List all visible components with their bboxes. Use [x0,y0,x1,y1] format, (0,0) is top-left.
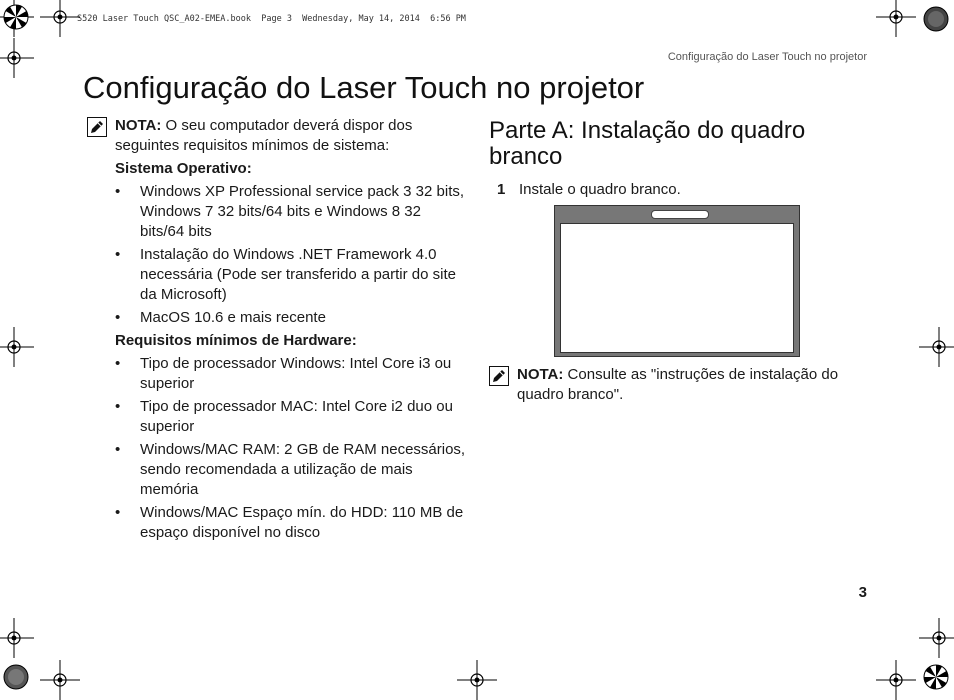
left-column [87,116,467,546]
list-item: • Windows/MAC Espaço mín. do HDD: 110 MB de espaço disponível no disco [115,503,467,543]
note-body: O seu computador deverá dispor dos seguintes requisitos mínimos de sistema: [115,117,413,154]
list-item: • Tipo de processador MAC: Intel Core i2 duo ou superior [115,397,467,437]
starburst-target-icon [2,3,30,31]
registration-mark-icon [919,618,954,658]
registration-mark-icon [40,660,80,700]
list-item: • MacOS 10.6 e mais recente [115,308,467,328]
slug-line: S520 Laser Touch QSC_A02-EMEA.book Page 3 Wednesday, May 14, 2014 6:56 PM [77,14,466,24]
step-text: Instale o quadro branco. [519,181,681,198]
list-item: • Windows XP Professional service pack 3 32 bits, Windows 7 32 bits/64 bits e Windows 8 32 bits/64 bits [115,182,467,242]
registration-mark-icon [40,0,80,37]
system-requirements-note [87,116,467,156]
whiteboard-illustration [554,205,800,357]
page-title: Configuração do Laser Touch no projetor [83,70,645,105]
os-list [87,182,467,328]
page-number: 3 [858,584,867,601]
note-label: NOTA: [517,366,564,383]
note-pencil-icon [489,366,509,386]
list-item: • Tipo de processador Windows: Intel Core i3 ou superior [115,354,467,394]
note-body: Consulte as "instruções de instalação do quadro branco". [517,366,839,403]
registration-mark-icon [919,327,954,367]
starburst-target-icon [922,663,950,691]
list-item: • Instalação do Windows .NET Framework 4.0 necessária (Pode ser transferido a partir do site da Microsoft) [115,245,467,305]
section-title: Parte A: Instalação do quadro branco [489,117,806,170]
registration-mark-icon [457,660,497,700]
running-head: Configuração do Laser Touch no projetor [667,51,867,63]
registration-mark-icon [0,327,34,367]
note-text [115,116,467,156]
step-item [497,180,869,200]
registration-mark-icon [876,0,916,37]
list-item: • Windows/MAC RAM: 2 GB de RAM necessários, sendo recomendada a utilização de mais memória [115,440,467,500]
note-pencil-icon [87,117,107,137]
registration-mark-icon [0,618,34,658]
installation-note [489,365,869,405]
whiteboard-tray [651,210,709,219]
step-number: 1 [497,181,506,198]
note-label: NOTA: [115,117,162,134]
hardware-list [87,354,467,543]
whiteboard-surface [560,223,794,353]
registration-mark-icon [876,660,916,700]
starburst-target-icon [2,663,30,691]
starburst-target-icon [922,5,950,33]
right-column [489,118,869,405]
os-heading: Sistema Operativo: [115,160,252,177]
registration-mark-icon [0,38,34,78]
hardware-heading: Requisitos mínimos de Hardware: [115,332,357,349]
note-text [517,365,869,405]
